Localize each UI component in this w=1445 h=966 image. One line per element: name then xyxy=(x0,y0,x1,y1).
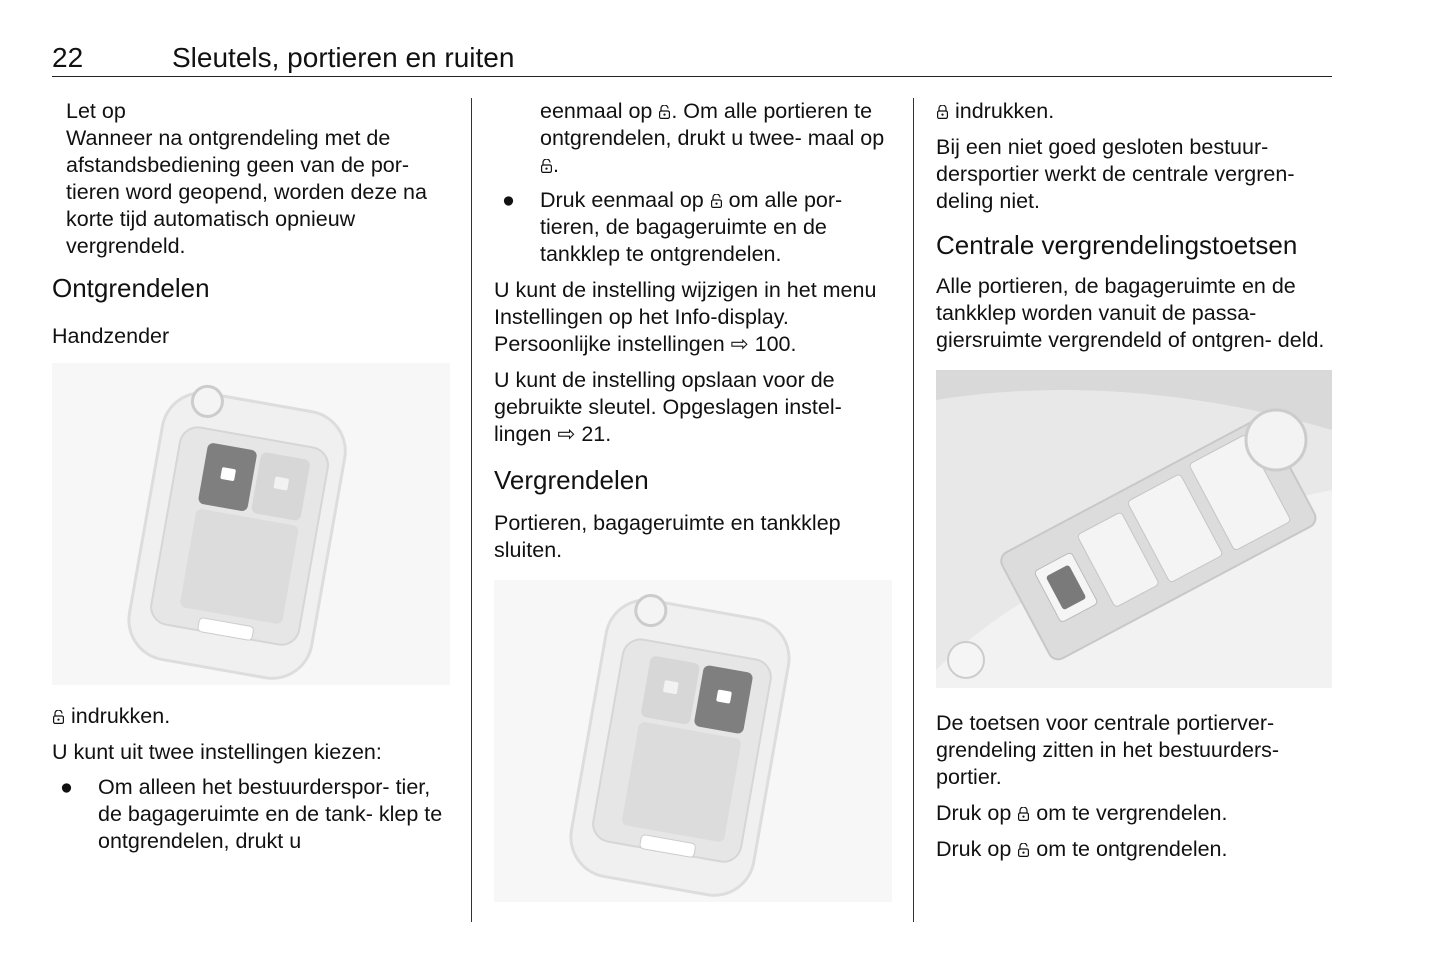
unlock-icon xyxy=(711,194,722,208)
note-text: Wanneer na ontgrendeling met de afstandsbediening geen van de por- tieren word geopend, worden deze na korte tijd automatisch opnieuw vergrendeld. xyxy=(66,126,427,258)
bullet: ● xyxy=(502,188,515,212)
save-setting-paragraph: U kunt de instelling opslaan voor de gebruikte sleutel. Opgeslagen instel- lingen ⇨ 21. xyxy=(494,368,842,446)
heading-centrale-vergrendelingstoetsen: Centrale vergrendelingstoetsen xyxy=(936,230,1298,260)
key-fob-lock-illustration xyxy=(494,580,892,902)
note-title: Let op xyxy=(66,99,126,123)
unlock-icon xyxy=(53,710,64,724)
unlock-icon xyxy=(541,159,552,173)
page-number: 22 xyxy=(52,42,84,73)
column-2 xyxy=(494,98,892,902)
column-3 xyxy=(936,98,1332,863)
option-list xyxy=(52,774,450,855)
unlock-icon xyxy=(1018,843,1029,857)
column-divider xyxy=(471,98,472,922)
driver-door-paragraph: Bij een niet goed gesloten bestuur- dersportier werkt de centrale vergren- deling niet. xyxy=(936,135,1295,213)
list-item: ● Om alleen het bestuurderspor- tier, de bagageruimte en de tank- klep te ontgrendelen, drukt u xyxy=(60,775,443,853)
list-item: ● Druk eenmaal op om alle por- tieren, de bagageruimte en de tankklep te ontgrendelen. xyxy=(502,188,843,266)
close-doors-paragraph: Portieren, bagageruimte en tankklep sluiten. xyxy=(494,511,841,562)
column-divider xyxy=(913,98,914,922)
heading-ontgrendelen: Ontgrendelen xyxy=(52,273,210,303)
settings-paragraph: U kunt de instelling wijzigen in het menu Instellingen op het Info-display. Persoonlijke instellingen ⇨ 100. xyxy=(494,278,877,356)
key-fob-unlock-illustration xyxy=(52,363,450,685)
subheading-handzender: Handzender xyxy=(52,324,170,348)
lock-instruction: Druk op om te vergrendelen. xyxy=(936,801,1228,825)
page-header xyxy=(52,40,1332,77)
page-title: Sleutels, portieren en ruiten xyxy=(172,42,515,73)
choose-text: U kunt uit twee instellingen kiezen: xyxy=(52,740,382,764)
switch-location-paragraph: De toetsen voor centrale portierver- grendeling zitten in het bestuurders- portier. xyxy=(936,711,1280,789)
unlock-instruction: Druk op om te ontgrendelen. xyxy=(936,837,1228,861)
column-1 xyxy=(52,98,450,855)
press-lock-text: indrukken. xyxy=(936,98,1332,125)
bullet: ● xyxy=(60,775,73,799)
lock-icon xyxy=(937,105,948,119)
lock-icon xyxy=(1018,807,1029,821)
heading-vergrendelen: Vergrendelen xyxy=(494,465,649,495)
bullet1-continuation: eenmaal op . Om alle portieren te ontgrendelen, drukt u twee- maal op . xyxy=(540,99,885,177)
central-locking-paragraph: Alle portieren, de bagageruimte en de tankklep worden vanuit de passa- giersruimte vergrendeld of ontgren- deld. xyxy=(936,274,1325,352)
unlock-icon xyxy=(659,105,670,119)
door-switch-illustration xyxy=(936,370,1332,688)
option-list xyxy=(494,187,892,268)
press-unlock-text: indrukken. xyxy=(52,703,450,730)
